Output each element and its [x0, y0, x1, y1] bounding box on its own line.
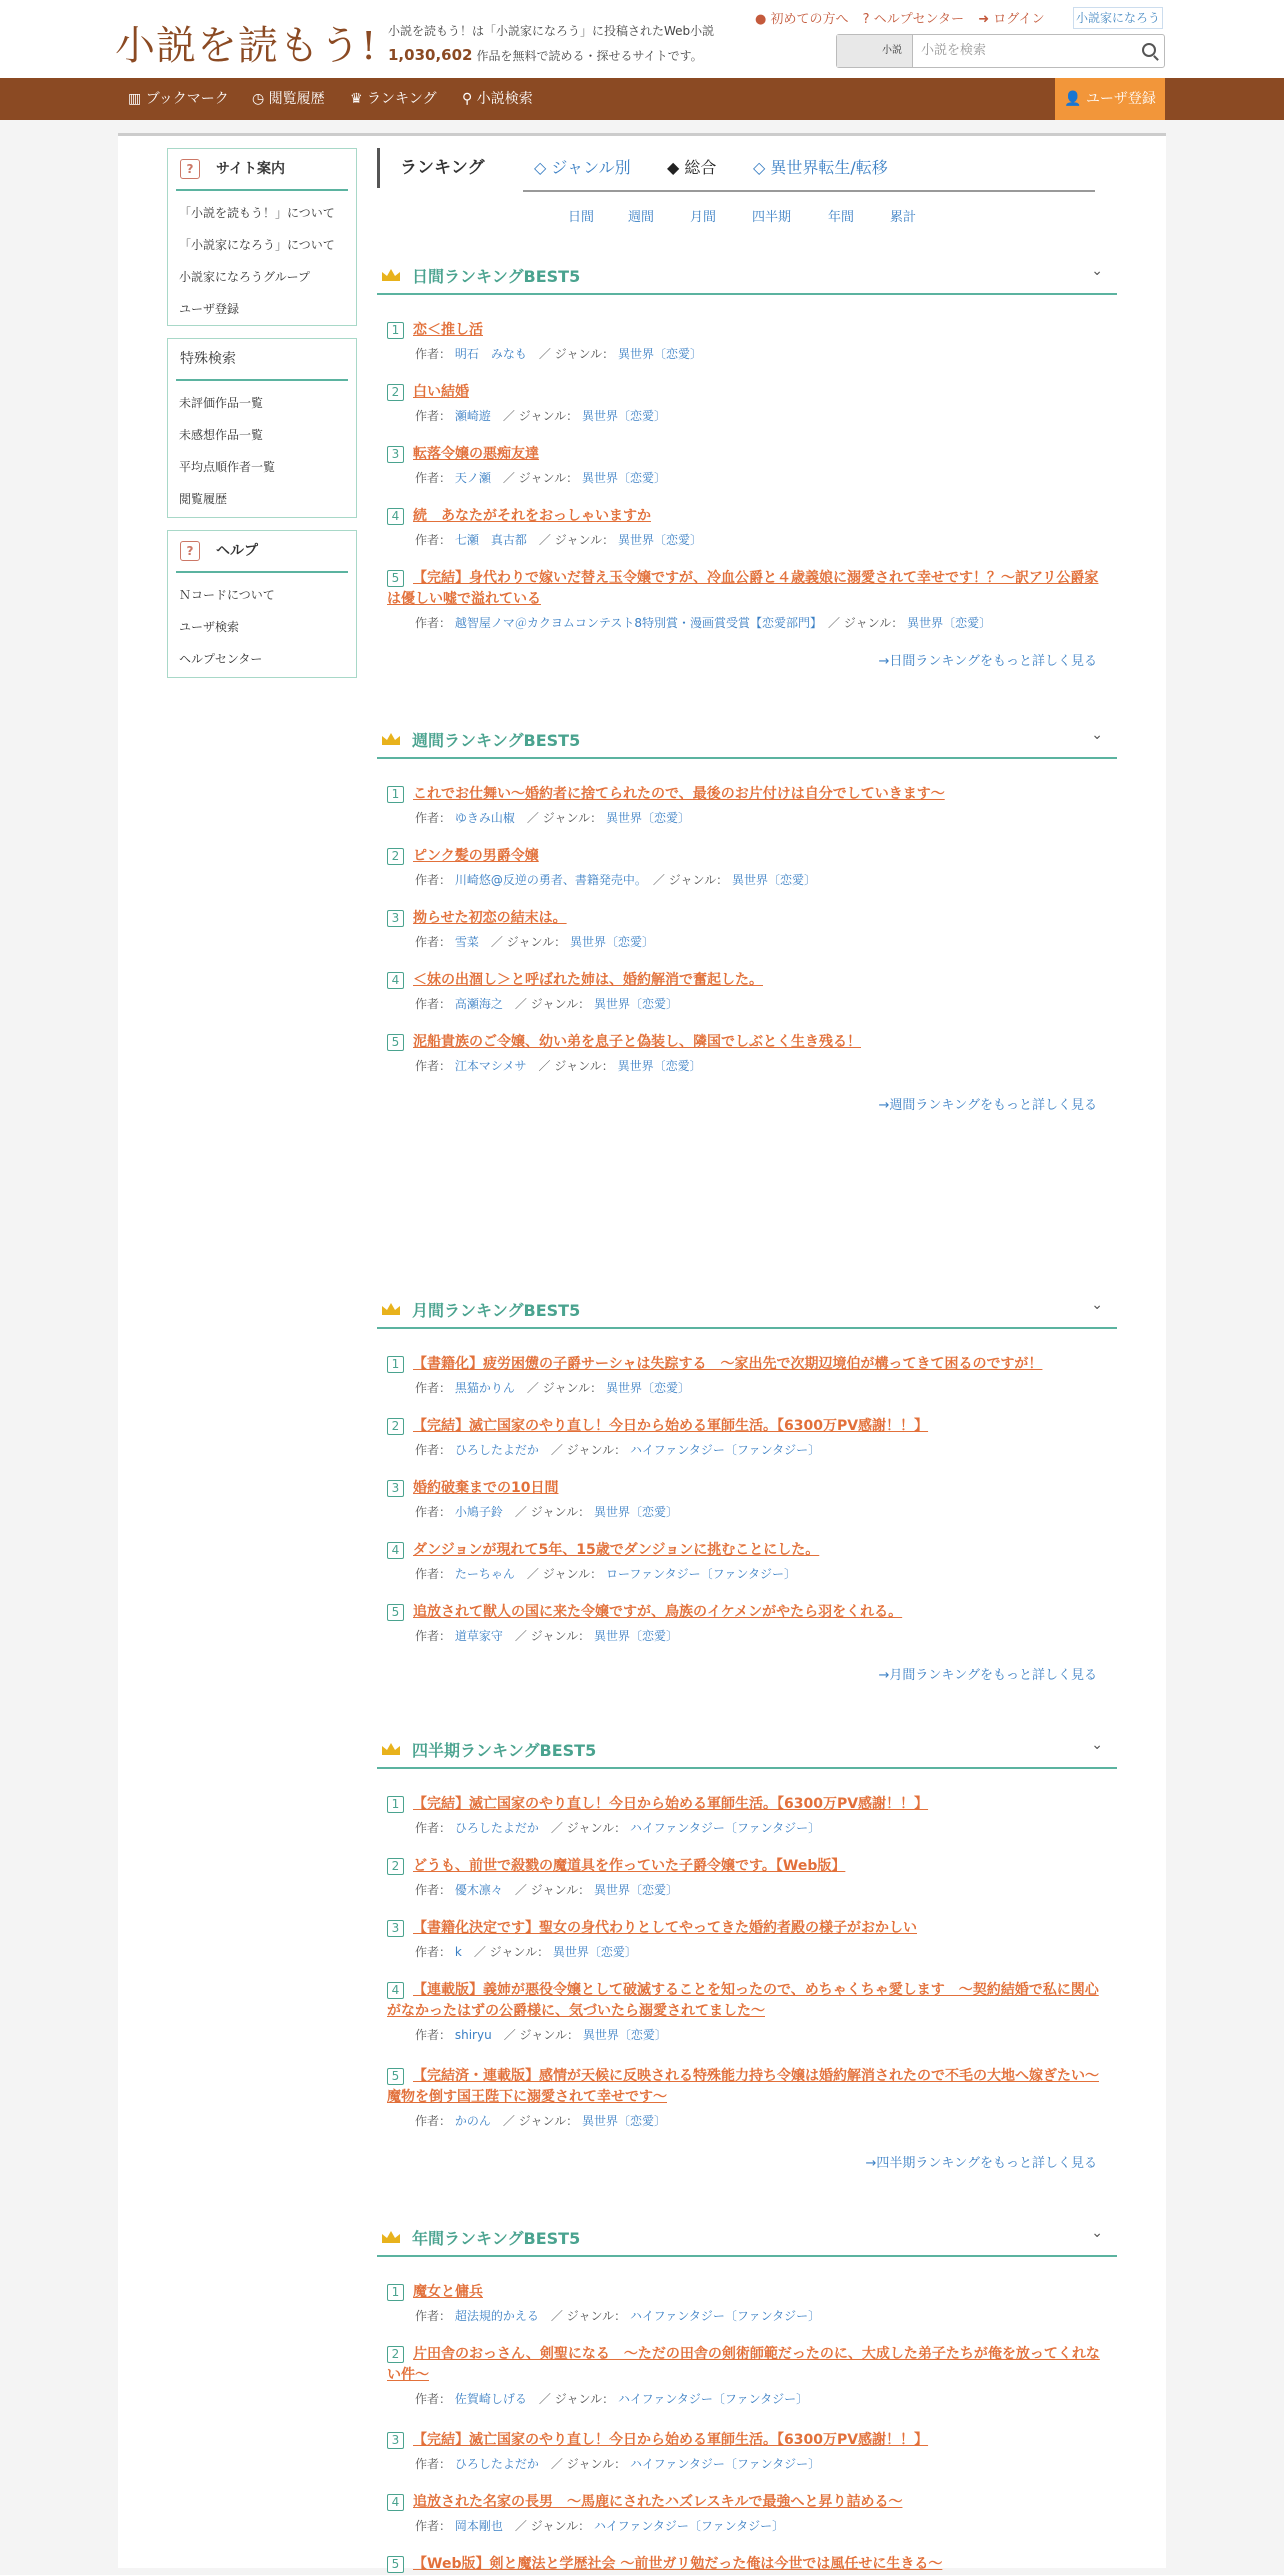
novel-title-link[interactable]: 【完結】滅亡国家のやり直し！今日から始める軍師生活。【6300万PV感謝！！】 — [413, 2432, 929, 2448]
tagline: 小説を読もう！は「小説家になろう」に投稿されたWeb小説 — [388, 24, 715, 38]
search-bar — [836, 34, 1165, 68]
ranking-entry — [387, 506, 1107, 549]
ranking-entry — [387, 784, 1107, 827]
ranking-entry — [387, 1416, 1107, 1459]
rank-number: 4 — [387, 1982, 404, 1999]
sidebar-item-help[interactable]: ユーザ検索 — [179, 620, 240, 634]
rank-number: 5 — [387, 1034, 404, 1051]
novel-meta — [387, 1057, 1107, 1075]
novel-title-link[interactable]: 【完結】身代わりで嫁いだ替え玉令嬢ですが、冷血公爵と４歳義娘に溺愛されて幸せです！？～訳アリ公爵家は優しい嘘で溢れている — [387, 570, 1099, 607]
genre-label: ／ ジャンル： — [538, 1059, 614, 1073]
section-title: 四半期ランキングBEST5 — [412, 1741, 597, 1760]
novel-title-link[interactable]: ＜妹の出涸し＞と呼ばれた姉は、婚約解消で奮起した。 — [413, 972, 763, 988]
novel-meta — [387, 345, 1107, 363]
genre-link[interactable]: 異世界〔恋愛〕 — [617, 533, 702, 547]
genre-label: ／ ジャンル： — [502, 409, 579, 423]
novel-meta — [387, 995, 1107, 1013]
rank-number: 5 — [387, 1604, 404, 1621]
ranking-entry — [387, 2492, 1107, 2535]
novel-title-link[interactable]: 【Web版】剣と魔法と学歴社会 ～前世ガリ勉だった俺は今世では風任せに生きる～ — [413, 2556, 943, 2572]
partner-logo[interactable]: 小説家になろう — [1073, 7, 1163, 29]
author-link[interactable]: たーちゃん — [454, 1567, 515, 1581]
site-header — [0, 0, 1284, 78]
section-title: 週間ランキングBEST5 — [412, 731, 581, 750]
crown-icon — [381, 2229, 401, 2243]
novel-meta — [387, 1379, 1107, 1397]
period-link[interactable]: 年間 — [828, 210, 855, 225]
rank-number: 3 — [387, 1480, 404, 1497]
ranking-entry — [387, 1980, 1107, 2044]
author-label: 作者： — [415, 2028, 452, 2042]
genre-link[interactable]: 異世界〔恋愛〕 — [907, 616, 992, 630]
genre-link[interactable]: 異世界〔恋愛〕 — [605, 1381, 690, 1395]
novel-title-link[interactable]: 【完結】滅亡国家のやり直し！今日から始める軍師生活。【6300万PV感謝！！】 — [413, 1418, 929, 1434]
more-ranking-link[interactable]: →四半期ランキングをもっと詳しく見る — [865, 2156, 1097, 2171]
rank-number: 3 — [387, 910, 404, 927]
ranking-entry — [387, 1354, 1107, 1397]
ranking-entry — [387, 1540, 1107, 1583]
genre-label: ／ ジャンル： — [502, 2114, 579, 2128]
author-link[interactable]: 雪菜 — [454, 935, 479, 949]
author-link[interactable]: 川崎悠@反逆の勇者、書籍発売中。 — [454, 873, 641, 887]
author-label: 作者： — [415, 1821, 452, 1835]
ranking-entry — [387, 320, 1107, 363]
author-label: 作者： — [415, 811, 452, 825]
novel-meta — [387, 1503, 1107, 1521]
novel-meta — [387, 2026, 1107, 2044]
section-title: 年間ランキングBEST5 — [412, 2229, 581, 2248]
novel-meta — [387, 2517, 1107, 2535]
author-label: 作者： — [415, 1629, 452, 1643]
ranking-entry — [387, 1918, 1107, 1961]
genre-link[interactable]: ローファンタジー〔ファンタジー〕 — [605, 1567, 796, 1581]
ranking-entry — [387, 1602, 1107, 1645]
rank-number: 1 — [387, 1796, 404, 1813]
author-label: 作者： — [415, 2392, 452, 2406]
sidebar-item-special[interactable]: 平均点順作者一覧 — [179, 460, 276, 474]
novel-meta — [387, 2307, 1107, 2325]
genre-label: ／ ジャンル： — [514, 1629, 591, 1643]
section-header[interactable] — [377, 2217, 1117, 2257]
novel-title-link[interactable]: 【書籍化】疲労困憊の子爵サーシャは失踪する ～家出先で次期辺境伯が構ってきて困るのですが！ — [413, 1356, 1043, 1372]
rank-number: 3 — [387, 2432, 404, 2449]
genre-label: ／ ジャンル： — [514, 1505, 591, 1519]
novel-title-link[interactable]: 魔女と傭兵 — [413, 2284, 483, 2300]
rank-number: 5 — [387, 570, 404, 587]
sidebar-item-help[interactable]: ヘルプセンター — [179, 652, 263, 666]
nav-history[interactable]: ◷ 閲覧履歴 — [252, 91, 325, 107]
rank-number: 2 — [387, 848, 404, 865]
help-icon: ? — [180, 541, 200, 561]
novel-title-link[interactable]: 追放された名家の長男 ～馬鹿にされたハズレスキルで最強へと昇り詰める～ — [413, 2494, 903, 2510]
ranking-entry — [387, 1856, 1107, 1899]
ranking-entry — [387, 1032, 1107, 1075]
rank-number: 4 — [387, 1542, 404, 1559]
novel-title-link[interactable]: 続 あなたがそれをおっしゃいますか — [413, 508, 651, 524]
ranking-entry — [387, 568, 1107, 632]
author-link[interactable]: 超法規的かえる — [454, 2309, 539, 2323]
novel-meta — [387, 2455, 1107, 2473]
genre-label: ／ ジャンル： — [502, 471, 579, 485]
genre-label: ／ ジャンル： — [550, 1821, 627, 1835]
novel-meta — [387, 1441, 1107, 1459]
rank-number: 5 — [387, 2068, 404, 2085]
novel-meta — [387, 531, 1107, 549]
period-link[interactable]: 週間 — [628, 210, 655, 225]
author-link[interactable]: ひろしたよだか — [454, 2457, 539, 2471]
ranking-tabs — [377, 148, 1094, 192]
more-ranking-link[interactable]: →週間ランキングをもっと詳しく見る — [878, 1098, 1097, 1113]
author-link[interactable]: ひろしたよだか — [454, 1443, 539, 1457]
novel-title-link[interactable]: 泥船貴族のご令嬢、幼い弟を息子と偽装し、隣国でしぶとく生き残る！ — [413, 1034, 861, 1050]
search-type-select[interactable]: 小説 — [837, 35, 913, 67]
novel-meta — [387, 933, 1107, 951]
genre-label: ／ ジャンル： — [538, 347, 615, 361]
novel-title-link[interactable]: 片田舎のおっさん、剣聖になる ～ただの田舎の剣術師範だったのに、大成した弟子たちが俺を放ってくれない件～ — [387, 2346, 1100, 2383]
genre-link[interactable]: 異世界〔恋愛〕 — [617, 347, 702, 361]
author-label: 作者： — [415, 471, 452, 485]
rank-number: 4 — [387, 2494, 404, 2511]
author-label: 作者： — [415, 873, 452, 887]
tab-genre[interactable]: ◇ ジャンル別 — [534, 158, 631, 177]
genre-link[interactable]: 異世界〔恋愛〕 — [582, 2028, 667, 2042]
author-label: 作者： — [415, 409, 452, 423]
sidebar-item-guide[interactable]: ユーザ登録 — [179, 302, 240, 316]
author-label: 作者： — [415, 2457, 452, 2471]
author-link[interactable]: shiryu — [454, 2028, 492, 2042]
novel-meta — [387, 1627, 1107, 1645]
site-logo[interactable]: 小説を読もう! — [115, 23, 378, 69]
genre-label: ／ ジャンル： — [550, 2309, 627, 2323]
author-link[interactable]: 岡本剛也 — [454, 2519, 503, 2533]
rank-number: 4 — [387, 508, 404, 525]
genre-link[interactable]: 異世界〔恋愛〕 — [593, 997, 678, 1011]
novel-meta — [387, 614, 1107, 632]
ranking-entry — [387, 846, 1107, 889]
novel-meta — [387, 407, 1107, 425]
novel-meta — [387, 2112, 1107, 2130]
sidebar-item-special[interactable]: 未評価作品一覧 — [179, 396, 264, 410]
register-button[interactable]: 👤 ユーザ登録 — [1055, 78, 1165, 120]
rank-number: 2 — [387, 1858, 404, 1875]
rank-number: 1 — [387, 322, 404, 339]
rank-number: 2 — [387, 1418, 404, 1435]
author-link[interactable]: 道草家守 — [454, 1629, 503, 1643]
author-label: 作者： — [415, 2309, 452, 2323]
genre-link[interactable]: 異世界〔恋愛〕 — [605, 811, 690, 825]
chevron-down-icon[interactable]: ⌄ — [1091, 263, 1103, 279]
section-title: 日間ランキングBEST5 — [412, 267, 581, 286]
author-link[interactable]: 小鳩子鈴 — [454, 1505, 503, 1519]
genre-link[interactable]: 異世界〔恋愛〕 — [581, 409, 666, 423]
novel-title-link[interactable]: 恋＜推し活 — [413, 322, 483, 338]
author-link[interactable]: 優木凛々 — [454, 1883, 503, 1897]
genre-label: ／ ジャンル： — [490, 935, 567, 949]
novel-meta — [387, 1943, 1107, 1961]
section-header[interactable] — [377, 719, 1117, 759]
sidebar-help — [167, 530, 357, 678]
search-icon[interactable] — [1142, 43, 1156, 57]
novel-meta — [387, 1819, 1107, 1837]
crown-icon — [381, 731, 401, 745]
ranking-entry — [387, 908, 1107, 951]
tab-underline — [523, 190, 1095, 192]
genre-link[interactable]: ハイファンタジー〔ファンタジー〕 — [629, 2457, 821, 2471]
ranking-entry — [387, 2430, 1107, 2473]
genre-label: ／ ジャンル： — [538, 2392, 615, 2406]
genre-label: ／ ジャンル： — [550, 1443, 627, 1457]
sidebar-item-guide[interactable]: 「小説を読もう！」について — [179, 206, 335, 220]
tab-ranking-title: ランキング — [377, 148, 485, 188]
novel-title-link[interactable]: ダンジョンが現れて5年、15歳でダンジョンに挑むことにした。 — [413, 1542, 820, 1558]
section-header[interactable] — [377, 1729, 1117, 1769]
author-label: 作者： — [415, 1505, 452, 1519]
sidebar-guide — [167, 148, 357, 326]
help-center-link[interactable]: ? ヘルプセンター — [862, 12, 965, 27]
ranking-entry — [387, 1478, 1107, 1521]
author-link[interactable]: 天ノ瀬 — [454, 471, 491, 485]
genre-link[interactable]: 異世界〔恋愛〕 — [731, 873, 816, 887]
genre-label: ／ ジャンル： — [526, 1381, 603, 1395]
author-link[interactable]: 黒猫かりん — [454, 1381, 515, 1395]
login-link[interactable]: ➜ ログイン — [978, 12, 1045, 27]
novel-title-link[interactable]: これでお仕舞い～婚約者に捨てられたので、最後のお片付けは自分でしていきます～ — [413, 786, 945, 802]
crown-icon — [381, 267, 401, 281]
author-link[interactable]: 七瀬 真古都 — [454, 533, 527, 547]
novel-title-link[interactable]: 転落令嬢の悪痴友達 — [413, 446, 539, 462]
chevron-down-icon[interactable]: ⌄ — [1091, 2225, 1103, 2241]
ranking-entry — [387, 2066, 1107, 2130]
novel-title-link[interactable]: どうも、前世で殺戮の魔道具を作っていた子爵令嬢です。【Web版】 — [413, 1858, 846, 1874]
sidebar-item-special[interactable]: 未感想作品一覧 — [179, 428, 264, 442]
section-header[interactable] — [377, 255, 1117, 295]
genre-link[interactable]: 異世界〔恋愛〕 — [593, 1883, 678, 1897]
help-icon: ? — [180, 159, 200, 179]
genre-link[interactable]: ハイファンタジー〔ファンタジー〕 — [629, 1821, 821, 1835]
author-label: 作者： — [415, 1443, 452, 1457]
top-links — [755, 8, 1055, 27]
genre-link[interactable]: 異世界〔恋愛〕 — [552, 1945, 637, 1959]
author-link[interactable]: 瀬崎遊 — [454, 409, 491, 423]
rank-number: 1 — [387, 2284, 404, 2301]
sidebar-guide-title: ? サイト案内 — [176, 149, 348, 191]
ranking-entry — [387, 2282, 1107, 2325]
author-label: 作者： — [415, 2114, 452, 2128]
author-link[interactable]: 高瀬海之 — [454, 997, 503, 1011]
novel-meta — [387, 871, 1107, 889]
first-time-link[interactable]: ● 初めての方へ — [755, 12, 849, 27]
genre-link[interactable]: 異世界〔恋愛〕 — [569, 935, 654, 949]
chevron-down-icon[interactable]: ⌄ — [1091, 1297, 1103, 1313]
novel-meta — [387, 1565, 1107, 1583]
period-link[interactable]: 四半期 — [752, 210, 792, 225]
author-link[interactable]: 越智屋ノマ＠カクヨムコンテスト8特別賞・漫画賞受賞【恋愛部門】 — [454, 616, 817, 630]
author-label: 作者： — [415, 347, 452, 361]
author-label: 作者： — [415, 935, 452, 949]
genre-label: ／ ジャンル： — [526, 1567, 603, 1581]
nav-search[interactable]: ⚲ 小説検索 — [462, 91, 533, 107]
search-input[interactable]: 小説を検索 — [921, 43, 987, 58]
author-label: 作者： — [415, 616, 452, 630]
work-count: 1,030,602 作品を無料で読める・探せるサイトです。 — [388, 46, 703, 64]
rank-number: 1 — [387, 786, 404, 803]
sidebar-help-title: ? ヘルプ — [176, 531, 348, 573]
crown-icon — [381, 1741, 401, 1755]
more-ranking-link[interactable]: →日間ランキングをもっと詳しく見る — [878, 654, 1097, 669]
genre-link[interactable]: 異世界〔恋愛〕 — [581, 471, 666, 485]
genre-label: ／ ジャンル： — [526, 811, 603, 825]
rank-number: 5 — [387, 2556, 404, 2573]
rank-number: 3 — [387, 1920, 404, 1937]
author-link[interactable]: 江本マシメサ — [454, 1059, 527, 1073]
genre-link[interactable]: ハイファンタジー〔ファンタジー〕 — [629, 2309, 821, 2323]
genre-label: ／ ジャンル： — [514, 2519, 591, 2533]
ranking-entry — [387, 970, 1107, 1013]
rank-number: 2 — [387, 2346, 404, 2363]
chevron-down-icon[interactable]: ⌄ — [1091, 1737, 1103, 1753]
genre-link[interactable]: ハイファンタジー〔ファンタジー〕 — [617, 2392, 809, 2406]
sidebar-item-help[interactable]: Ｎコードについて — [179, 588, 275, 602]
novel-title-link[interactable]: ピンク髪の男爵令嬢 — [413, 848, 539, 864]
sidebar-special-title: 特殊検索 — [176, 339, 348, 381]
author-link[interactable]: ゆきみ山椒 — [454, 811, 515, 825]
genre-link[interactable]: 異世界〔恋愛〕 — [617, 1059, 702, 1073]
genre-label: ／ ジャンル： — [503, 2028, 579, 2042]
period-link[interactable]: 累計 — [890, 210, 917, 225]
ranking-entry — [387, 382, 1107, 425]
period-link[interactable]: 月間 — [690, 210, 717, 225]
author-link[interactable]: 明石 みなも — [454, 347, 527, 361]
novel-meta — [387, 809, 1107, 827]
genre-label: ／ ジャンル： — [652, 873, 729, 887]
author-label: 作者： — [415, 997, 452, 1011]
ranking-entry — [387, 1794, 1107, 1837]
genre-label: ／ ジャンル： — [514, 1883, 591, 1897]
author-label: 作者： — [415, 1567, 452, 1581]
genre-link[interactable]: ハイファンタジー〔ファンタジー〕 — [593, 2519, 785, 2533]
genre-link[interactable]: 異世界〔恋愛〕 — [593, 1629, 678, 1643]
genre-link[interactable]: 異世界〔恋愛〕 — [581, 2114, 666, 2128]
author-link[interactable]: k — [454, 1945, 462, 1959]
novel-meta — [387, 469, 1107, 487]
sidebar-item-special[interactable]: 閲覧履歴 — [179, 492, 228, 506]
author-link[interactable]: ひろしたよだか — [454, 1821, 539, 1835]
novel-meta — [387, 1881, 1107, 1899]
more-ranking-link[interactable]: →月間ランキングをもっと詳しく見る — [878, 1668, 1097, 1683]
novel-title-link[interactable]: 白い結婚 — [413, 384, 469, 400]
crown-icon — [381, 1301, 401, 1315]
section-title: 月間ランキングBEST5 — [412, 1301, 581, 1320]
sidebar-special — [167, 338, 357, 518]
author-link[interactable]: 佐賀崎しげる — [454, 2392, 527, 2406]
ranking-entry — [387, 444, 1107, 487]
author-link[interactable]: かのん — [454, 2114, 491, 2128]
period-link[interactable]: 日間 — [568, 210, 595, 225]
rank-number: 3 — [387, 446, 404, 463]
novel-title-link[interactable]: 拗らせた初恋の結末は。 — [413, 910, 567, 926]
novel-title-link[interactable]: 【完結】滅亡国家のやり直し！今日から始める軍師生活。【6300万PV感謝！！】 — [413, 1796, 929, 1812]
rank-number: 4 — [387, 972, 404, 989]
novel-title-link[interactable]: 【完結済・連載版】感情が天候に反映される特殊能力持ち令嬢は婚約解消されたので不毛の大地へ嫁ぎたい～魔物を倒す国王陛下に溺愛されて幸せです～ — [387, 2068, 1099, 2105]
sidebar-item-guide[interactable]: 「小説家になろう」について — [179, 238, 335, 252]
author-label: 作者： — [415, 1381, 452, 1395]
genre-label: ／ ジャンル： — [538, 533, 615, 547]
author-label: 作者： — [415, 1059, 452, 1073]
tab-total[interactable]: ◆ 総合 — [667, 158, 717, 177]
author-label: 作者： — [415, 1883, 452, 1897]
genre-label: ／ ジャンル： — [828, 616, 904, 630]
ranking-entry — [387, 2344, 1107, 2408]
novel-title-link[interactable]: 【連載版】義姉が悪役令嬢として破滅することを知ったので、めちゃくちゃ愛します ～契約結婚で私に関心がなかったはずの公爵様に、気づいたら溺愛されてました～ — [387, 1982, 1099, 2019]
novel-meta — [387, 2390, 1107, 2408]
author-label: 作者： — [415, 1945, 452, 1959]
genre-link[interactable]: ハイファンタジー〔ファンタジー〕 — [629, 1443, 821, 1457]
author-label: 作者： — [415, 533, 452, 547]
genre-label: ／ ジャンル： — [473, 1945, 550, 1959]
section-header[interactable] — [377, 1289, 1117, 1329]
author-label: 作者： — [415, 2519, 452, 2533]
rank-number: 2 — [387, 384, 404, 401]
rank-number: 1 — [387, 1356, 404, 1373]
genre-label: ／ ジャンル： — [550, 2457, 627, 2471]
chevron-down-icon[interactable]: ⌄ — [1091, 727, 1103, 743]
nav-bookmark[interactable]: ▥ ブックマーク — [128, 91, 229, 107]
genre-label: ／ ジャンル： — [514, 997, 591, 1011]
tab-isekai[interactable]: ◇ 異世界転生/転移 — [753, 158, 888, 177]
nav-ranking[interactable]: ♛ ランキング — [350, 91, 437, 107]
sidebar-item-guide[interactable]: 小説家になろうグループ — [179, 270, 311, 284]
ranking-entry — [387, 2554, 1107, 2575]
novel-title-link[interactable]: 追放されて獣人の国に来た令嬢ですが、鳥族のイケメンがやたら羽をくれる。 — [413, 1604, 903, 1620]
novel-title-link[interactable]: 【書籍化決定です】聖女の身代わりとしてやってきた婚約者殿の様子がおかしい — [413, 1920, 917, 1936]
novel-title-link[interactable]: 婚約破棄までの10日間 — [413, 1480, 559, 1496]
genre-link[interactable]: 異世界〔恋愛〕 — [593, 1505, 678, 1519]
